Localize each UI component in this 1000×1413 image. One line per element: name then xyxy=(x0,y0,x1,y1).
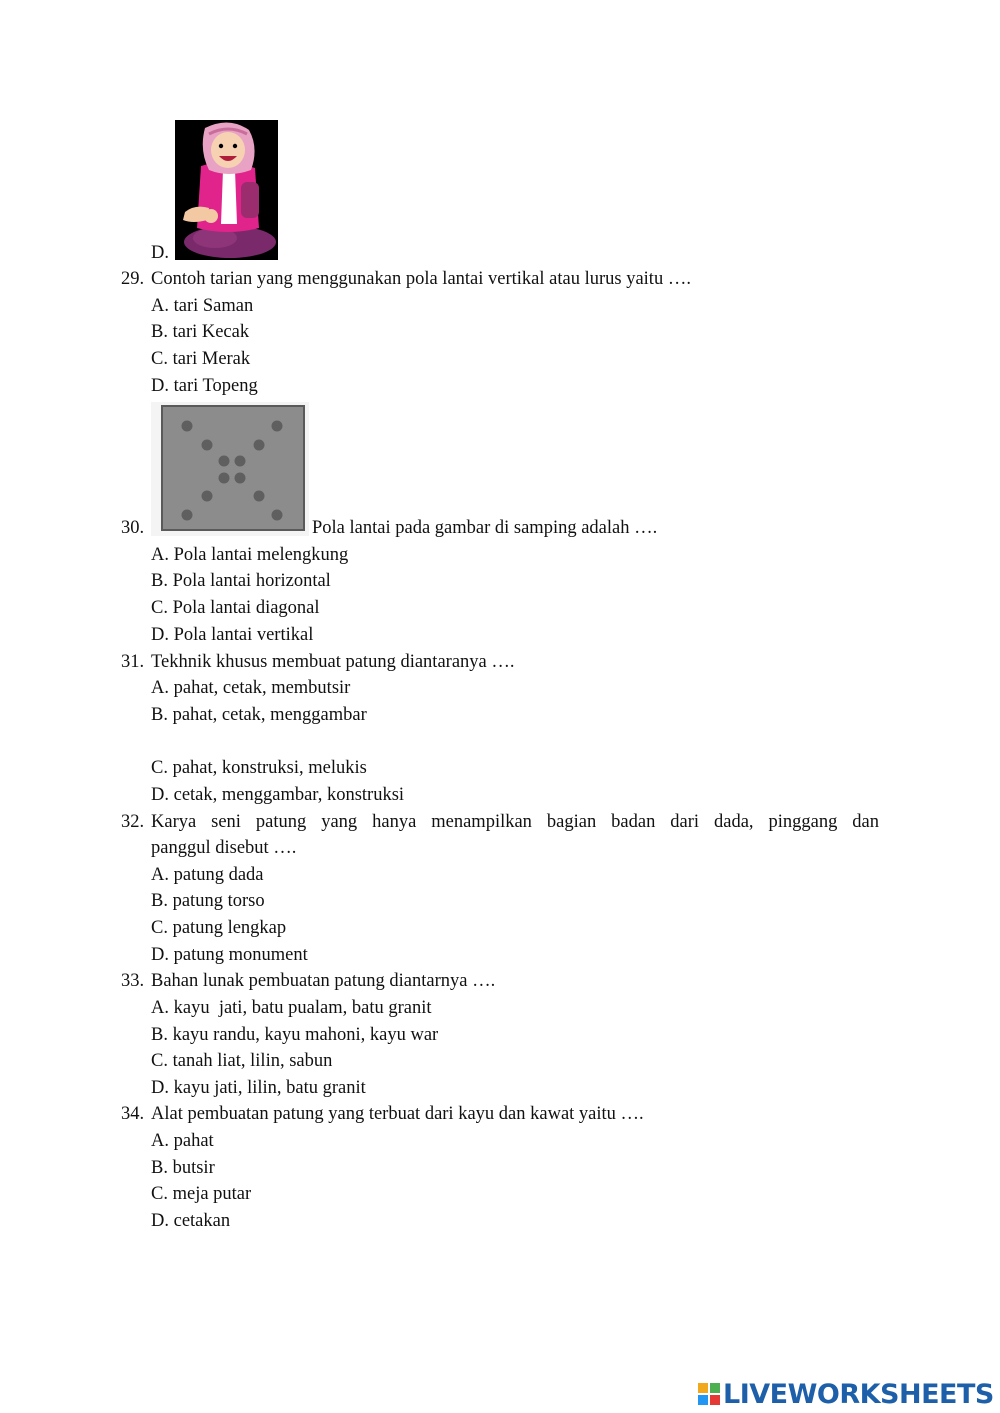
q34-option-a[interactable]: A. pahat xyxy=(151,1131,214,1151)
q32-option-a[interactable]: A. patung dada xyxy=(151,865,264,885)
q34-question-text: Alat pembuatan patung yang terbuat dari kayu dan kawat yaitu …. xyxy=(151,1104,644,1124)
q29-question-text: Contoh tarian yang menggunakan pola lantai vertikal atau lurus yaitu …. xyxy=(151,269,691,289)
q33-number: 33. xyxy=(121,971,145,991)
q33-option-c[interactable]: C. tanah liat, lilin, sabun xyxy=(151,1051,333,1071)
q30-number: 30. xyxy=(121,518,145,538)
liveworksheets-logo-icon xyxy=(698,1383,720,1405)
q34-option-d[interactable]: D. cetakan xyxy=(151,1211,231,1231)
q30-option-d[interactable]: D. Pola lantai vertikal xyxy=(151,625,314,645)
q32-option-d[interactable]: D. patung monument xyxy=(151,945,308,965)
sitting-girl-illustration xyxy=(175,120,278,260)
q33-option-a[interactable]: A. kayu jati, batu pualam, batu granit xyxy=(151,998,432,1018)
q29-option-a[interactable]: A. tari Saman xyxy=(151,296,254,316)
q31-question-text: Tekhnik khusus membuat patung diantaranya …. xyxy=(151,652,515,672)
q29-option-d[interactable]: D. tari Topeng xyxy=(151,376,258,396)
q33-option-d[interactable]: D. kayu jati, lilin, batu granit xyxy=(151,1078,366,1098)
q29-number: 29. xyxy=(121,269,145,289)
q34-option-b[interactable]: B. butsir xyxy=(151,1158,215,1178)
q30-option-c[interactable]: C. Pola lantai diagonal xyxy=(151,598,320,618)
q31-option-d[interactable]: D. cetak, menggambar, konstruksi xyxy=(151,785,405,805)
q31-option-b[interactable]: B. pahat, cetak, menggambar xyxy=(151,705,367,725)
q34-option-c[interactable]: C. meja putar xyxy=(151,1184,252,1204)
q32-question-line2: panggul disebut …. xyxy=(151,838,297,858)
q33-question-text: Bahan lunak pembuatan patung diantarnya …. xyxy=(151,971,496,991)
q29-option-c[interactable]: C. tari Merak xyxy=(151,349,251,369)
q34-number: 34. xyxy=(121,1104,145,1124)
q29-option-b[interactable]: B. tari Kecak xyxy=(151,322,250,342)
q32-question-line1: Karya seni patung yang hanya menampilkan bagian badan dari dada, pinggang dan xyxy=(151,812,879,832)
q30-question-text: Pola lantai pada gambar di samping adalah …. xyxy=(312,518,658,538)
q31-number: 31. xyxy=(121,652,145,672)
q32-option-b[interactable]: B. patung torso xyxy=(151,891,265,911)
floor-pattern-illustration xyxy=(151,402,309,536)
q30-option-a[interactable]: A. Pola lantai melengkung xyxy=(151,545,349,565)
q30-option-b[interactable]: B. Pola lantai horizontal xyxy=(151,571,331,591)
q32-option-c[interactable]: C. patung lengkap xyxy=(151,918,287,938)
q33-option-b[interactable]: B. kayu randu, kayu mahoni, kayu war xyxy=(151,1025,439,1045)
q31-option-a[interactable]: A. pahat, cetak, membutsir xyxy=(151,678,351,698)
q31-option-c[interactable]: C. pahat, konstruksi, melukis xyxy=(151,758,367,778)
liveworksheets-brand-text: LIVEWORKSHEETS xyxy=(723,1378,994,1410)
q32-number: 32. xyxy=(121,812,145,832)
liveworksheets-logo xyxy=(698,1376,994,1412)
q28-option-d-label: D. xyxy=(151,243,169,263)
